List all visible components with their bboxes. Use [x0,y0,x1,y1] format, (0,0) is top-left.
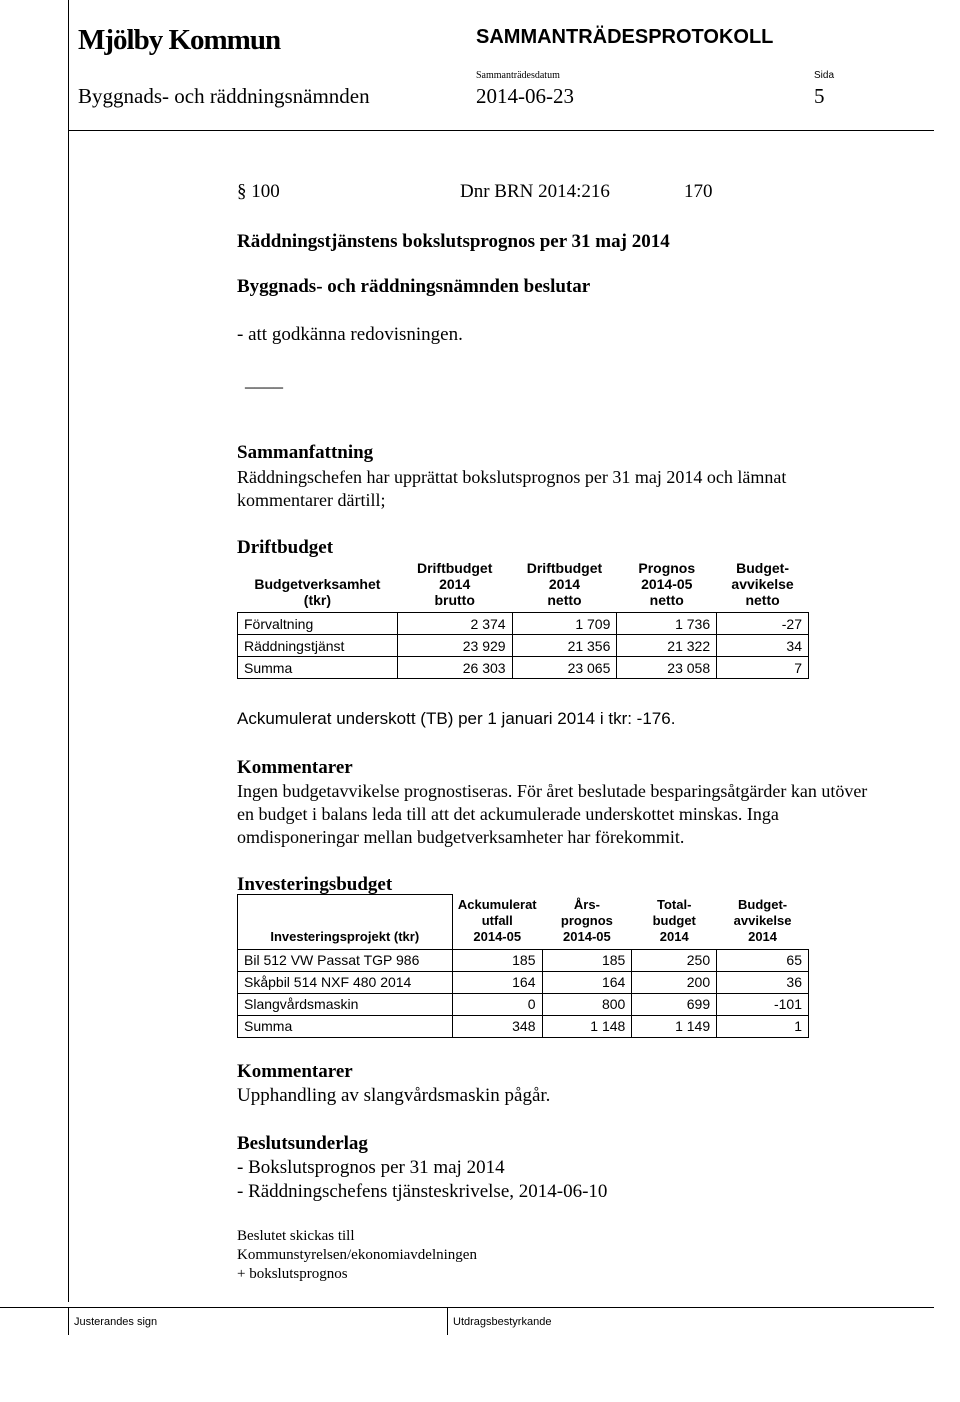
invest-col-3: Total- budget 2014 [652,896,696,944]
cell: 800 [542,993,632,1015]
invest-col-4: Budget- avvikelse 2014 [733,896,792,944]
cell: 26 303 [397,657,512,679]
cell: -101 [717,993,809,1015]
cell: 21 356 [512,635,617,657]
cell: 23 065 [512,657,617,679]
date-label: Sammanträdesdatum [476,70,560,81]
drift-budget-table [237,558,809,679]
footer-divider [447,1307,448,1335]
section-number: § 100 [237,181,280,202]
drift-col-2: Driftbudget 2014 netto [526,560,603,608]
sent-to-heading: Beslutet skickas till [237,1228,355,1244]
cell: 185 [452,949,542,971]
cell: 1 [717,1015,809,1037]
meeting-date: 2014-06-23 [476,84,574,108]
summary-text: Räddningschefen har upprättat bokslutsprognos per 31 maj 2014 och lämnat kommentarer därtill; [237,467,787,510]
drift-col-4: Budget- avvikelse netto [731,560,794,608]
row-label: Summa [238,657,398,679]
cell: 348 [452,1015,542,1037]
cell: 23 929 [397,635,512,657]
table-row [238,993,809,1015]
investment-heading: Investeringsbudget [237,874,393,895]
separator-line: ____ [245,370,283,391]
organization-name: Mjölby Kommun [78,24,281,56]
sent-to-item: + bokslutsprognos [237,1266,348,1282]
footer-rule [0,1307,934,1308]
table-row [238,613,809,635]
invest-col-0: Investeringsprojekt (tkr) [238,895,453,950]
basis-item: - Bokslutsprognos per 31 maj 2014 [237,1157,505,1178]
cell: 1 148 [542,1015,632,1037]
cell: 1 736 [617,613,717,635]
cell: 34 [717,635,809,657]
cell: 23 058 [617,657,717,679]
drift-header-row [238,558,809,613]
sent-to-item: Kommunstyrelsen/ekonomiavdelningen [237,1247,477,1263]
accumulated-deficit-text: Ackumulerat underskott (TB) per 1 januari 2014 i tkr: -176. [237,709,676,728]
table-row [238,949,809,971]
row-label: Summa [238,1015,453,1037]
decision-heading: Byggnads- och räddningsnämnden beslutar [237,276,591,297]
table-row [238,635,809,657]
drift-col-1: Driftbudget 2014 brutto [416,560,493,608]
row-label: Slangvårdsmaskin [238,993,453,1015]
cell: 185 [542,949,632,971]
footer-divider [68,1307,69,1335]
comments-text: Ingen budgetavvikelse prognostiseras. För året beslutade besparingsåtgärder kan utöver en budget i balans leda till att det ackumulerade underskottet minskas. Inga omdisponeringar mellan budgetverksamheter har förekommit. [237,781,868,847]
table-row [238,971,809,993]
table-row [238,1015,809,1037]
board-name: Byggnads- och räddningsnämnden [78,84,370,108]
cell: 2 374 [397,613,512,635]
comments-heading-2: Kommentarer [237,1061,353,1082]
invest-col-2: Års- prognos 2014-05 [560,896,613,944]
cell: 36 [717,971,809,993]
header-vertical-rule [68,0,69,1302]
summary-heading: Sammanfattning [237,442,374,463]
cell: 250 [632,949,717,971]
cell: 1 709 [512,613,617,635]
comments-heading: Kommentarer [237,757,353,778]
investment-budget-table [237,894,809,1038]
basis-heading: Beslutsunderlag [237,1133,368,1154]
table-row [238,657,809,679]
footer-verify-label: Utdragsbestyrkande [453,1316,552,1328]
cell: 65 [717,949,809,971]
cell: 200 [632,971,717,993]
comments-text-2: Upphandling av slangvårdsmaskin pågår. [237,1085,551,1106]
row-label: Bil 512 VW Passat TGP 986 [238,949,453,971]
decision-text: - att godkänna redovisningen. [237,324,463,345]
item-title: Räddningstjänstens bokslutsprognos per 31 maj 2014 [237,231,670,252]
invest-col-1: Ackumulerat utfall 2014-05 [457,896,537,944]
cell: 699 [632,993,717,1015]
cell: 164 [452,971,542,993]
cell: -27 [717,613,809,635]
row-label: Räddningstjänst [238,635,398,657]
investment-header-row [238,895,809,950]
cell: 7 [717,657,809,679]
cell: 1 149 [632,1015,717,1037]
row-label: Förvaltning [238,613,398,635]
footer-sign-label: Justerandes sign [74,1316,158,1328]
cell: 0 [452,993,542,1015]
row-label: Skåpbil 514 NXF 480 2014 [238,971,453,993]
diary-number: Dnr BRN 2014:216 [460,181,610,202]
cell: 21 322 [617,635,717,657]
page-number: 5 [814,84,825,108]
drift-col-3: Prognos 2014-05 netto [638,560,696,608]
basis-item: - Räddningschefens tjänsteskrivelse, 2014-06-10 [237,1181,608,1202]
cell: 164 [542,971,632,993]
header-horizontal-rule [68,130,934,131]
drift-col-0: Budgetverksamhet (tkr) [254,576,381,608]
page-label: Sida [814,70,835,81]
drift-heading: Driftbudget [237,537,334,558]
document-title: SAMMANTRÄDESPROTOKOLL [476,26,774,48]
classification-code: 170 [684,181,713,202]
